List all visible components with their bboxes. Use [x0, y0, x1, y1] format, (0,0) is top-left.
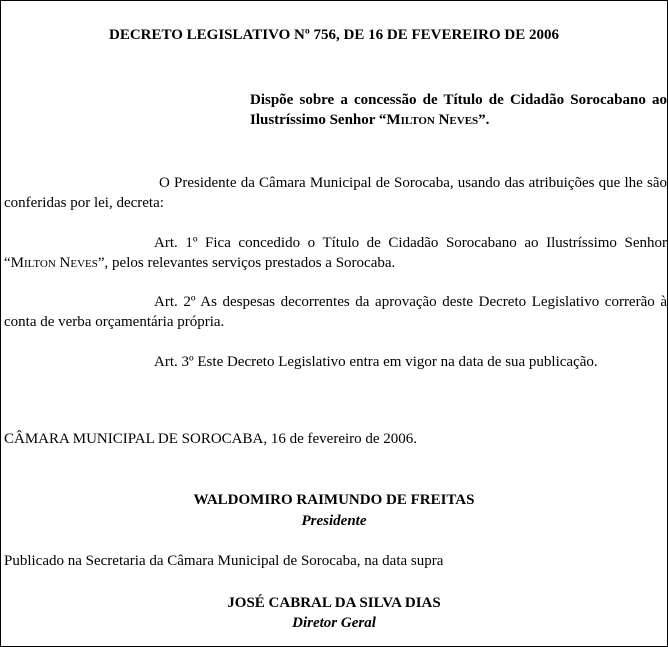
- place-and-date: CÂMARA MUNICIPAL DE SOROCABA, 16 de fevereiro de 2006.: [4, 431, 418, 447]
- intro-paragraph: O Presidente da Câmara Municipal de Sorocaba, usando das atribuições que lhe são conferidas por lei, decreta:: [4, 175, 667, 211]
- decree-summary: [250, 90, 667, 130]
- signatory-1-role: Presidente: [301, 513, 367, 529]
- summary-honoree-name: Milton Neves: [386, 112, 479, 128]
- signatory-2-name: JOSÉ CABRAL DA SILVA DIAS: [227, 595, 441, 611]
- signatory-2-role: Diretor Geral: [292, 615, 376, 631]
- article-1-text: Art. 1º Fica concedido o Título de Cidadão Sorocabano ao Ilustríssimo Senhor “: [4, 235, 667, 271]
- article-1-end: ”, pelos relevantes serviços prestados a Sorocaba.: [97, 255, 396, 271]
- signatory-1-name: WALDOMIRO RAIMUNDO DE FREITAS: [193, 492, 475, 508]
- article-2: Art. 2º As despesas decorrentes da aprovação deste Decreto Legislativo correrão à conta de verba orçamentária própria.: [4, 294, 667, 330]
- publication-note: Publicado na Secretaria da Câmara Municipal de Sorocaba, na data supra: [4, 553, 444, 569]
- decree-title: DECRETO LEGISLATIVO Nº 756, DE 16 DE FEVEREIRO DE 2006: [108, 27, 559, 43]
- summary-text: Dispõe sobre a concessão de Título de Cidadão Sorocabano ao Ilustríssimo Senhor “: [250, 92, 667, 128]
- summary-end: ”.: [478, 112, 490, 128]
- article-1: [4, 233, 667, 273]
- article-1-honoree-name: Milton Neves: [10, 255, 98, 271]
- article-3: Art. 3º Este Decreto Legislativo entra em vigor na data de sua publicação.: [154, 354, 598, 370]
